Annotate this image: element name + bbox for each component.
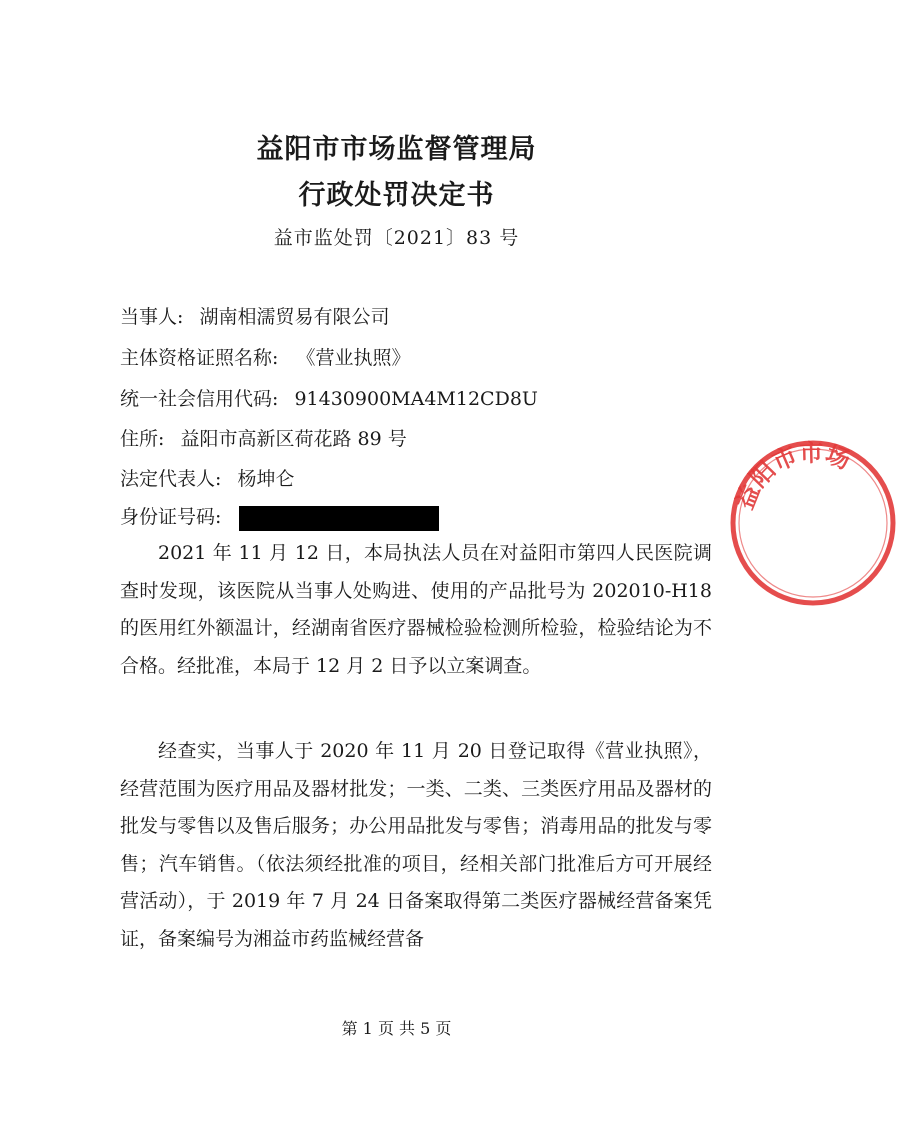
id-number-line xyxy=(120,502,439,531)
paragraph-findings: 经查实，当事人于 2020 年 11 月 20 日登记取得《营业执照》，经营范围为医疗用品及器材批发；一类、二类、三类医疗用品及器材的批发与零售以及售后服务；办公用品批发与零售；消毒用品的批发与零售；汽车销售。（依法须经批准的项目，经相关部门批准后方可开展经营活动），于 2019 年 7 月 24 日备案取得第二类医疗器械经营备案凭证，备案编号为湘益市药监械经营备 xyxy=(120,740,712,950)
legal-rep-line xyxy=(120,464,294,491)
official-seal-stamp xyxy=(728,438,898,608)
legal-rep-value: 杨坤仑 xyxy=(237,468,295,490)
address-line xyxy=(120,424,407,451)
party-name-line xyxy=(120,302,389,329)
credit-code-label: 统一社会信用代码: xyxy=(120,388,279,410)
agency-title: 益阳市市场监督管理局 xyxy=(256,134,537,165)
credit-code-value: 91430900MA4M12CD8U xyxy=(294,388,538,410)
license-value: 《营业执照》 xyxy=(296,347,411,369)
license-line xyxy=(120,343,410,370)
id-number-redaction xyxy=(239,506,439,531)
party-name-label: 当事人: xyxy=(120,306,184,328)
document-number: 益市监处罚〔2021〕83 号 xyxy=(273,227,520,249)
seal-text: 益阳市市场 xyxy=(729,437,855,514)
address-value: 益阳市高新区荷花路 89 号 xyxy=(180,428,407,450)
party-name-value: 湖南相濡贸易有限公司 xyxy=(199,306,390,328)
document-type-title: 行政处罚决定书 xyxy=(298,180,495,211)
license-label: 主体资格证照名称: xyxy=(120,347,279,369)
credit-code-line xyxy=(120,384,538,411)
address-label: 住所: xyxy=(120,428,165,450)
page-indicator: 第 1 页 共 5 页 xyxy=(341,1019,452,1038)
paragraph-investigation: 2021 年 11 月 12 日，本局执法人员在对益阳市第四人民医院调查时发现，该医院从当事人处购进、使用的产品批号为 202010-H18 的医用红外额温计，经湖南省医疗器械检验检测所检验，检验结论为不合格。经批准，本局于 12 月 2 日予以立案调查。 xyxy=(120,542,712,677)
legal-rep-label: 法定代表人: xyxy=(120,468,222,490)
id-number-label: 身份证号码: xyxy=(120,506,222,528)
